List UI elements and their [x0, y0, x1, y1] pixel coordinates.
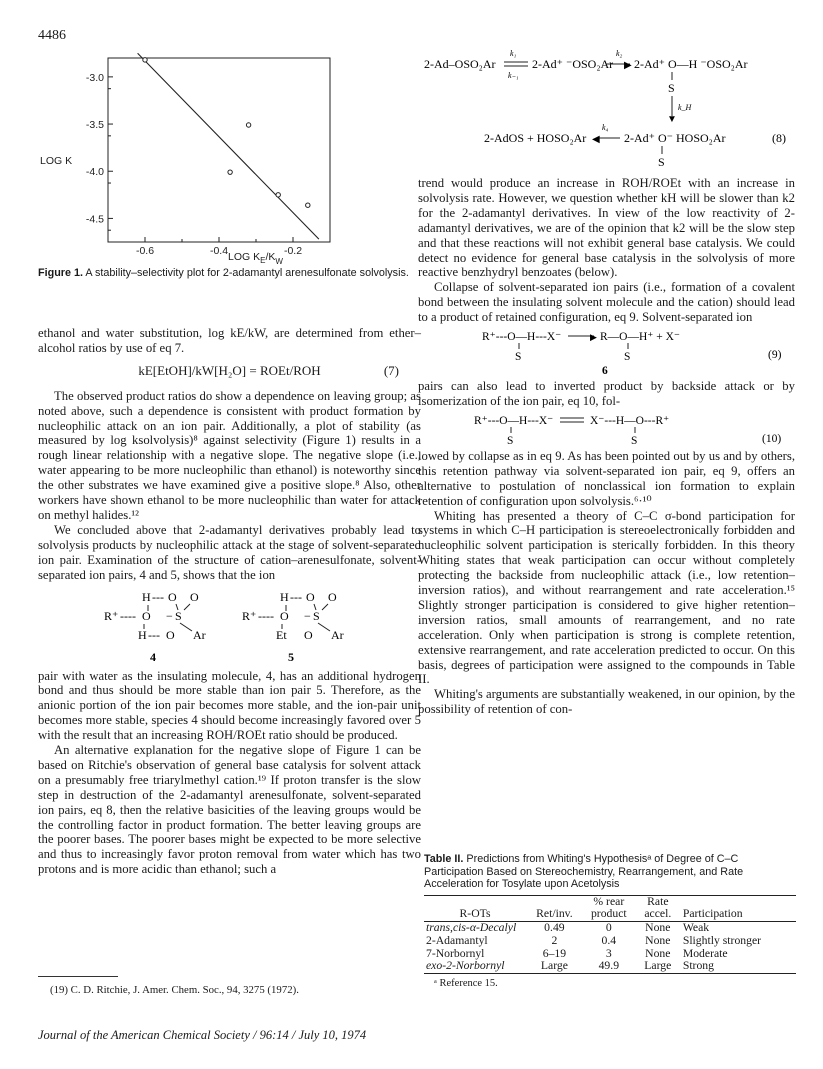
right-paragraph-2: pairs can also lead to inverted product by backside attack or by isomerization of the ion pair, eq 10, fol-	[418, 379, 795, 408]
scheme8-bottom-right: 2-Ad⁺ O⁻ HOSO₂Ar	[624, 131, 726, 145]
eq10-s-left: S	[507, 434, 514, 446]
s5-rplus: R⁺	[241, 608, 256, 623]
table-cell: Weak	[682, 921, 710, 935]
eq9-arrow-head: ▶	[590, 332, 597, 343]
eq9-left: R⁺---O—H---X⁻	[482, 331, 562, 344]
structures-4-5	[80, 589, 380, 667]
s4-o2: O	[189, 589, 199, 604]
footnote-rule	[38, 976, 118, 977]
scheme8-eqno: (8)	[772, 131, 786, 145]
s4-bond3	[184, 604, 190, 610]
scheme8-bottom-left: 2-AdOS + HOSO₂Ar	[484, 131, 587, 145]
s5-label: 5	[287, 649, 294, 664]
table-cell: exo-2-Norbornyl	[424, 960, 526, 973]
figure1-xtick-label: -0.2	[283, 245, 303, 257]
table-row	[424, 960, 796, 973]
s4-h-top: H	[141, 589, 151, 604]
figure1-caption	[38, 267, 413, 280]
eq9-s-left: S	[515, 351, 522, 364]
table-cell: None	[645, 933, 671, 947]
figure1-point	[276, 193, 280, 197]
figure1-ytick-label: -4.5	[85, 213, 104, 226]
table-cell: 2	[551, 933, 558, 947]
s5-o-mid: O	[279, 608, 289, 623]
right-paragraph-1: Collapse of solvent-separated ion pairs (i.e., formation of a covalent bond between the insulating solvent molecule and the cation) should lead to a product of retained configuration, eq 9. Solvent-separated ion	[418, 280, 795, 325]
s4-bond4	[180, 623, 192, 631]
figure1-ytick-label: -3.0	[85, 71, 104, 84]
table-row	[424, 922, 796, 935]
table2-caption-text: Predictions from Whiting's Hypothesisᵃ of Degree of C–C Participation Based on Stereochemistry, Rearrangement, and Rate Acceleration for Tosylate upon Acetolysis	[424, 853, 744, 890]
figure1-point	[306, 203, 310, 207]
figure1-fit-line	[138, 53, 319, 239]
right-paragraph-4: Whiting has presented a theory of C–C σ-bond participation for systems in which C–H participation is stereoelectronically forbidden and nucleophilic solvent participation is sterically forbidden. In this theory Whiting states that weak participation can occur without completely protecting the backside from nucleophilic attack (i.e., low retention–inversion ratios), and without rearrangement and rate acceleration.¹⁵ Slightly stronger participation is considered to give higher retention–inversion ratios, small amounts of rearrangement, and no rate acceleration. Only when participation is strong is complete retention, extensive rearrangement, and rate acceleration predicted to occur. On this basis, degrees of participation were assigned to the compounds in Table II.	[418, 508, 795, 687]
s5-bond4	[318, 623, 330, 631]
s4-s: S	[174, 608, 182, 623]
table-cell: 2-Adamantyl	[426, 933, 488, 947]
table2-header: R-OTs	[424, 895, 526, 922]
eq10-right: X⁻---H—O---R⁺	[590, 414, 670, 427]
s4-ar: Ar	[192, 627, 206, 642]
figure1-point	[246, 123, 250, 127]
s5-minus: −	[303, 608, 311, 623]
eq10-number: (10)	[762, 432, 782, 445]
equation-9	[418, 328, 795, 376]
right-paragraph-5: Whiting's arguments are substantially weakened, in our opinion, by the possibility of retention of con-	[418, 687, 795, 717]
figure1-caption-label: Figure 1.	[38, 267, 83, 279]
figure1-xtick-label: -0.4	[209, 245, 229, 257]
s5-dash: ----	[257, 608, 274, 623]
table2-header: Ret/inv.	[526, 895, 583, 922]
scheme8-k1: k₁	[510, 49, 517, 58]
figure1-xlabel-sub: E	[260, 256, 266, 265]
scheme8-left: 2-Ad–OSO₂Ar	[424, 57, 496, 71]
s5-bond3	[322, 604, 328, 610]
table-cell: Strong	[681, 960, 796, 973]
figure1-xlabel	[228, 251, 283, 266]
scheme8-mid: 2-Ad⁺ ⁻OSO₂Ar	[532, 57, 614, 71]
eq10-s-right: S	[631, 434, 638, 446]
eq9-right: R—O—H⁺ + X⁻	[600, 331, 680, 344]
table-cell: 49.9	[583, 960, 635, 973]
left-paragraph-2: We concluded above that 2-adamantyl derivatives probably lead to solvolysis products by nucleophilic attack at the stage of solvent-separated ion pair. Examination of the structure of cation–arenesulfonate, solvent-separated ion pairs, 4 and 5, shows that the ion	[38, 522, 421, 582]
scheme8-kh: k_H	[678, 103, 692, 112]
table2-caption	[424, 853, 796, 891]
eq9-number: (9)	[768, 349, 782, 362]
journal-line: Journal of the American Chemical Society / 96:14 / July 10, 1974	[38, 1028, 367, 1042]
equation-10	[418, 412, 795, 446]
table-cell: 0	[605, 921, 612, 935]
scheme8-s-bottom: S	[658, 155, 665, 169]
s4-rplus: R⁺	[103, 608, 118, 623]
table2-header: % rear product	[583, 895, 635, 922]
page-number: 4486	[38, 28, 66, 43]
right-paragraph-3: lowed by collapse as in eq 9. As has been pointed out by us and by others, this retention pathway via solvent-separated ion pair, eq 9, offers an alternative to postulation of nonclassical ion formation to explain retention of configuration upon solvolysis.⁶·¹⁰	[418, 448, 795, 508]
footnote-19: (19) C. D. Ritchie, J. Amer. Chem. Soc., 94, 3275 (1972).	[50, 984, 299, 996]
table2	[424, 853, 796, 989]
s5-et: Et	[275, 627, 287, 642]
figure1-ytick-label: -3.5	[85, 119, 104, 132]
right-column	[418, 176, 795, 717]
s5-o2: O	[327, 589, 337, 604]
figure1-xlabel-slash: /K	[265, 251, 276, 263]
table-row	[424, 935, 796, 948]
s4-minus: −	[165, 608, 173, 623]
equation-7-body: kE[EtOH]/kW[H₂O] = ROEt/ROH	[138, 362, 321, 378]
scheme8-km1: k₋₁	[508, 71, 519, 80]
s4-h-bot: H	[137, 627, 147, 642]
table-cell: None	[645, 946, 671, 960]
s4-o1: O	[167, 589, 177, 604]
left-column	[38, 326, 421, 877]
eq9-label: 6	[602, 365, 608, 377]
scheme8-kh-arrow-head: ▼	[667, 114, 677, 125]
table2-header: Rate accel.	[635, 895, 681, 922]
table2-header-row	[424, 895, 796, 922]
table-cell: 3	[605, 946, 612, 960]
table-cell: Large	[526, 960, 583, 973]
table-cell: 7-Norbornyl	[426, 946, 485, 960]
table-cell: 0.4	[601, 933, 617, 947]
figure1-xlabel-base: LOG K	[228, 251, 261, 263]
scheme8-arrow4-head: ◀	[592, 134, 600, 145]
table2-header: Participation	[681, 895, 796, 922]
table-cell: 0.49	[544, 921, 565, 935]
s5-o1: O	[305, 589, 315, 604]
s4-o-bot: O	[165, 627, 175, 642]
right-paragraph-0: trend would produce an increase in ROH/ROEt with an increase in solvolysis rate. However, we question whether kH will be slower than k2 for the 2-adamantyl derivatives. In view of the low reactivity of 2-adamantyl derivatives, we are of the opinion that k2 will be the slow step and that these reactions will not exhibit general base catalysis. We could detect no evidence for general base catalysis in the solvolysis of more reactive benzhydryl benzoates (below).	[418, 176, 795, 280]
figure1-ytick-label: -4.0	[85, 166, 104, 179]
table2-caption-label: Table II.	[424, 853, 464, 865]
equation-7	[38, 364, 421, 379]
s5-dash-top: ---	[289, 589, 302, 604]
left-paragraph-0: ethanol and water substitution, log kE/kW, are determined from ether–alcohol ratios by use of eq 7.	[38, 326, 421, 355]
table2-grid	[424, 895, 796, 975]
s5-o-bot: O	[303, 627, 313, 642]
scheme8-s-top: S	[668, 81, 675, 95]
equation-7-number: (7)	[383, 362, 399, 378]
table-cell: Moderate	[682, 946, 728, 960]
eq10-left: R⁺---O—H---X⁻	[474, 414, 554, 427]
left-paragraph-4: An alternative explanation for the negative slope of Figure 1 can be based on Ritchie's observation of general base catalysis for solvent attack on a presumably free triarylmethyl cation.¹⁹ If proton transfer is the slow step in destruction of the 2-adamantyl arenesulfonate, solvent-separated ion pairs, eq 8, then the relative basicities of the leaving groups would be the controlling factor in product formation. The better leaving groups are the poorer bases. The poorer bases might be expected to be more selective and thus to increasingly favor proton removal from water which has two protons and is more acidic than ethanol; such a	[38, 743, 421, 877]
figure1-plot	[40, 36, 470, 271]
scheme8-k2-top: k₂	[616, 49, 623, 58]
figure1-xtick-label: -0.6	[135, 245, 155, 257]
figure1-frame	[108, 58, 330, 242]
table-cell: trans,cis-α-Decalyl	[426, 921, 517, 935]
scheme-8	[420, 38, 800, 178]
left-paragraph-3: pair with water as the insulating molecule, 4, has an additional hydrogen bond and thus should be more stable than ion pair 5. Therefore, as the anionic portion of the ion pair becomes more stable, and the ion-pair unit becomes more stable, species 4 should become increasingly favored over 5 with the result that an increasing ROH/ROEt ratio should be produced.	[38, 668, 421, 743]
s5-h-top: H	[279, 589, 289, 604]
s4-label: 4	[149, 649, 156, 664]
s5-s: S	[312, 608, 320, 623]
figure1-point	[143, 58, 147, 62]
table-cell: 6–19	[542, 946, 567, 960]
eq9-s-right: S	[624, 351, 631, 364]
figure1-point	[228, 170, 232, 174]
table2-footnote: ᵃ Reference 15.	[434, 978, 498, 990]
s4-dash: ----	[119, 608, 136, 623]
s4-o-top: ---	[151, 589, 164, 604]
figure1-caption-text: A stability–selectivity plot for 2-adamantyl arenesulfonate solvolysis.	[83, 267, 409, 279]
s5-ar: Ar	[330, 627, 344, 642]
left-paragraph-1: The observed product ratios do show a dependence on leaving group; as noted above, such a dependence is consistent with product formation by nucleophilic attack on an ion pair. Additionally, a plot of stability (as measured by log ksolvolysis)⁸ against selectivity (Figure 1) results in a rough linear relationship with a negative slope. The negative slope (i.e., water appearing to be more nucleophilic than ethanol) is noteworthy since the other substrates we have examined give a positive slope.⁸ Also, other workers have shown ethanol to be more nucleophilic than water for attack on methyl halides.¹²	[38, 388, 421, 522]
figure1-xlabel-sub2: W	[275, 257, 283, 266]
figure1-ylabel: LOG K	[40, 155, 73, 167]
table-cell: Large	[635, 960, 681, 973]
scheme8-k4: k₄	[602, 123, 609, 132]
scheme8-right: 2-Ad⁺ O—H ⁻OSO₂Ar	[634, 57, 748, 71]
scheme8-arrow2-head: ▶	[624, 60, 632, 71]
s4-o-mid: O	[141, 608, 151, 623]
table-cell: Slightly stronger	[682, 933, 762, 947]
table-cell: None	[645, 921, 671, 935]
s4-dash2: ---	[147, 627, 160, 642]
